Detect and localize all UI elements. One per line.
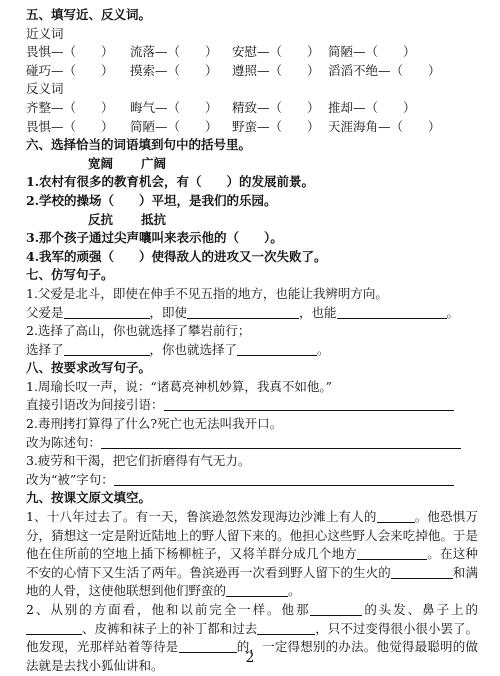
page-number: 2 bbox=[245, 650, 255, 666]
synonym-item: 流落—（ ） bbox=[130, 44, 218, 60]
antonym-item: 简陋—（ ） bbox=[130, 118, 218, 134]
section-9-heading: 九、按课文原文填空。 bbox=[26, 490, 152, 506]
answer-text: 。 bbox=[317, 341, 330, 357]
fill-question-3: 3.那个孩子通过尖声嚷叫来表示他的（ ）。 bbox=[26, 230, 283, 246]
answer-blank[interactable] bbox=[357, 546, 427, 560]
rewrite-answer-3 bbox=[26, 471, 500, 490]
passage-text: 吃掉他。于是他在住所前的空地上插下杨柳桩子，又将羊群分成几个地方 bbox=[26, 527, 478, 562]
synonym-label: 近义词 bbox=[26, 25, 64, 41]
answer-text: ，也能 bbox=[299, 304, 337, 320]
passage-text: 下的生火的 bbox=[327, 564, 391, 580]
fill-question-4: 4.我军的顽强（ ）使得敌人的进攻又一次失败了。 bbox=[26, 248, 327, 264]
passage-text: 做法就是去找小狐仙讲和。 bbox=[26, 639, 478, 673]
answer-blank[interactable] bbox=[26, 621, 82, 635]
answer-blank[interactable] bbox=[257, 621, 315, 635]
synonym-row-2 bbox=[26, 62, 500, 81]
passage-fill-1 bbox=[26, 508, 500, 601]
word-choice-pair-2 bbox=[26, 211, 500, 230]
passage-text: 2、从别的方面看，他和以前完全一样。他那 bbox=[26, 602, 311, 617]
answer-text: ，你也就选择了 bbox=[149, 341, 238, 357]
answer-blank[interactable] bbox=[391, 565, 453, 579]
rewrite-answer-2 bbox=[26, 434, 500, 453]
antonym-item: 天涯海角—（ ） bbox=[328, 118, 441, 134]
synonym-item: 遵照—（ ） bbox=[232, 62, 320, 78]
answer-blank[interactable] bbox=[64, 305, 150, 319]
word-choice: 反抗 bbox=[88, 211, 114, 227]
section-7-heading: 七、仿写句子。 bbox=[26, 267, 114, 283]
antonym-row-2 bbox=[26, 118, 500, 137]
section-8-heading: 八、按要求改写句子。 bbox=[26, 360, 152, 376]
antonym-item: 野蛮—（ ） bbox=[232, 118, 320, 134]
passage-text: ，只不过变得很小很小罢了。他发 bbox=[26, 620, 478, 655]
synonym-item: 摸索—（ ） bbox=[130, 62, 218, 78]
antonym-row-1 bbox=[26, 99, 500, 118]
passage-text: 恐惧万分，猜想这一定是附近陆地上的野人留下来的。他担心这些野人会来 bbox=[26, 509, 478, 543]
answer-text: 选择了 bbox=[26, 341, 64, 357]
answer-blank[interactable] bbox=[164, 397, 454, 411]
answer-blank[interactable] bbox=[187, 305, 299, 319]
answer-blank[interactable] bbox=[237, 342, 317, 356]
rewrite-question-1: 1.周瑜长叹一声，说：“诸葛亮神机妙算，我真不如他。” bbox=[26, 378, 332, 394]
passage-text: 和满地的人骨，这使他联想到他们野蛮的 bbox=[26, 564, 478, 599]
synonym-item: 安慰—（ ） bbox=[232, 44, 320, 60]
synonym-item: 滔滔不绝—（ ） bbox=[328, 62, 441, 78]
passage-text: 。 bbox=[288, 583, 301, 599]
answer-text: ，即使 bbox=[149, 304, 188, 320]
answer-blank[interactable] bbox=[310, 602, 362, 616]
passage-text: 的，一定得想别的办法。他觉得最聪明的 bbox=[236, 639, 466, 655]
passage-text: 。他 bbox=[414, 509, 441, 525]
answer-blank[interactable] bbox=[337, 305, 447, 319]
antonym-item: 推却—（ ） bbox=[328, 99, 416, 115]
antonym-item: 晦气—（ ） bbox=[130, 99, 218, 115]
passage-text: 1、十八年过去了。有一天，鲁滨逊忽然发现海边沙滩上有人的 bbox=[26, 509, 377, 525]
fill-question-1: 1.农村有很多的教育机会，有（ ）的发展前景。 bbox=[26, 174, 315, 190]
answer-blank[interactable] bbox=[114, 472, 454, 486]
imitation-answer-2 bbox=[26, 341, 500, 360]
answer-text: 。 bbox=[446, 304, 460, 320]
passage-text: 皮裤和袜子上的补丁都和过去 bbox=[94, 620, 258, 636]
antonym-label: 反义词 bbox=[26, 81, 64, 97]
word-choice: 宽阔 bbox=[88, 155, 114, 171]
rewrite-question-2: 2.毒刑拷打算得了什么?死亡也无法叫我开口。 bbox=[26, 416, 283, 432]
rewrite-question-3: 3.疲劳和干渴，把它们折磨得有气无力。 bbox=[26, 453, 251, 469]
imitation-answer-1 bbox=[26, 304, 500, 323]
word-choice-pair-1 bbox=[26, 155, 500, 174]
synonym-item: 畏惧—（ ） bbox=[26, 44, 114, 60]
answer-text: 父爱是 bbox=[26, 304, 64, 320]
section-6-heading: 六、选择恰当的词语填到句中的括号里。 bbox=[26, 137, 252, 153]
rewrite-answer-1 bbox=[26, 396, 500, 415]
answer-blank[interactable] bbox=[101, 435, 461, 449]
answer-label: 改为陈述句： bbox=[26, 434, 102, 450]
answer-blank[interactable] bbox=[226, 583, 288, 597]
imitation-source-2: 2.选择了高山，你也就选择了攀岩前行； bbox=[26, 323, 251, 339]
section-5-heading: 五、填写近、反义词。 bbox=[26, 7, 152, 22]
fill-question-2: 2.学校的操场（ ）平坦，是我们的乐园。 bbox=[26, 192, 277, 208]
passage-text: 现，光那样站着等待是 bbox=[51, 639, 179, 655]
answer-label: 改为“被”字句： bbox=[26, 471, 114, 487]
antonym-item: 齐整—（ ） bbox=[26, 99, 114, 115]
imitation-source-1: 1.父爱是北斗，即使在伸手不见五指的地方，也能让我辨明方向。 bbox=[26, 285, 388, 301]
synonym-item: 碰巧—（ ） bbox=[26, 62, 114, 78]
passage-text: 。在这种不安的心情下又生活了两年。鲁滨逊再一次看到野人留 bbox=[26, 546, 478, 580]
passage-text: 、 bbox=[82, 620, 95, 636]
word-choice: 广阔 bbox=[141, 155, 167, 171]
answer-blank[interactable] bbox=[377, 509, 415, 523]
synonym-item: 简陋—（ ） bbox=[328, 44, 416, 60]
answer-blank[interactable] bbox=[64, 342, 150, 356]
synonym-row-1 bbox=[26, 43, 500, 62]
antonym-item: 精致—（ ） bbox=[232, 99, 320, 115]
passage-text: 的头发、鼻子上的 bbox=[362, 602, 478, 617]
word-choice: 抵抗 bbox=[141, 211, 167, 227]
answer-label: 直接引语改为间接引语： bbox=[26, 397, 164, 413]
antonym-item: 畏惧—（ ） bbox=[26, 118, 114, 134]
